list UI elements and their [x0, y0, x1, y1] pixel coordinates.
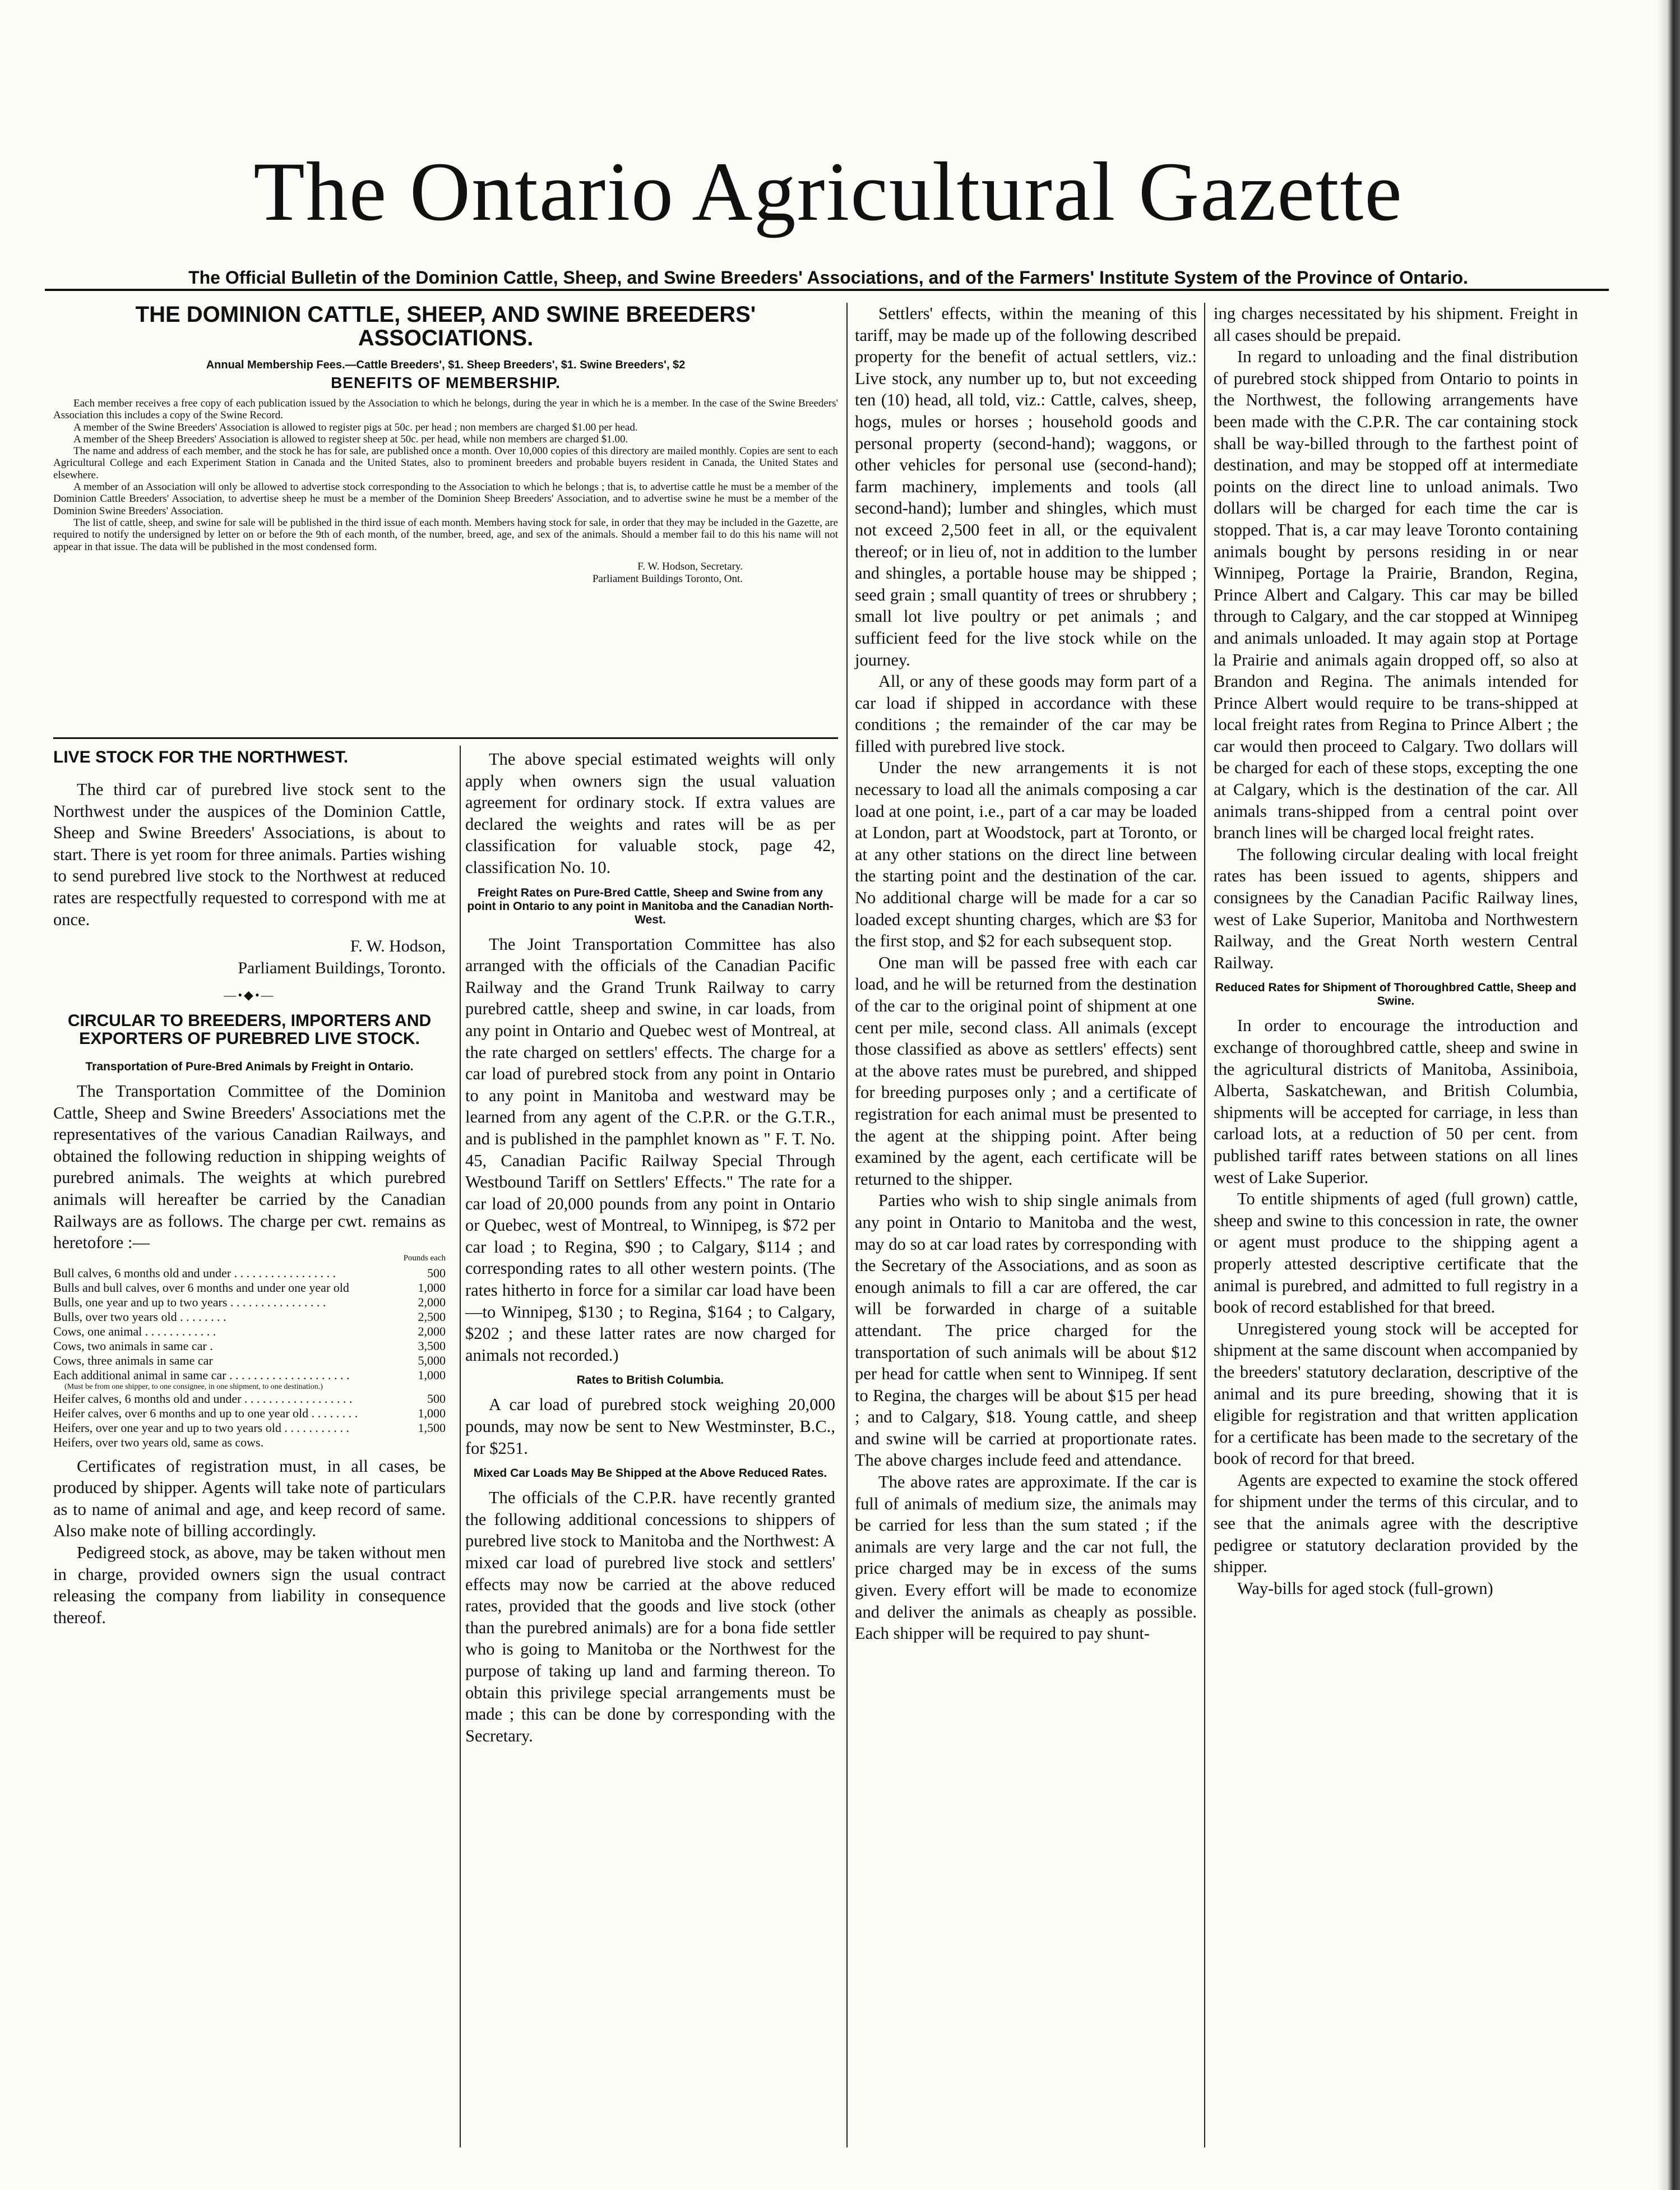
page-subtitle: The Official Bulletin of the Dominion Cattle, Sheep, and Swine Breeders' Associations, and of the Farmers' Institute System of the Province of Ontario.	[188, 267, 1468, 288]
circular-heading: CIRCULAR TO BREEDERS, IMPORTERS AND EXPORTERS OF PUREBRED LIVE STOCK.	[67, 1011, 432, 1048]
article-paragraph: Way-bills for aged stock (full-grown)	[1237, 1578, 1493, 1598]
table-row	[53, 1353, 446, 1368]
animal-class-cell: Bulls, one year and up to two years . . . . . . . . . . . . . . . .	[53, 1295, 326, 1309]
column-2	[465, 749, 835, 1747]
page-scan-edge	[1658, 0, 1680, 2190]
page-title: The Ontario Agricultural Gazette	[253, 145, 1403, 238]
weight-cell: 2,500	[418, 1309, 446, 1324]
column-divider	[1204, 303, 1205, 2147]
table-row	[53, 1435, 446, 1450]
weight-cell: 500	[427, 1265, 446, 1280]
british-columbia-heading: Rates to British Columbia.	[576, 1374, 724, 1387]
table-row	[53, 1406, 446, 1421]
membership-fees: Annual Membership Fees.—Cattle Breeders', $1. Sheep Breeders', $1. Swine Breeders', $2	[206, 359, 686, 371]
article-paragraph: The above rates are approximate. If the car is full of animals of medium size, the animals may be carried for less than the sum stated ; if the animals are very large and the car not full, the price charged may be in excess of the sums given. Every effort will be made to economize and deliver the animals as cheaply as possible. Each shipper will be required to pay shunt-	[855, 1472, 1197, 1643]
article-paragraph: Settlers' effects, within the meaning of this tariff, may be made up of the following described property for the benefit of actual settlers, viz.: Live stock, any number up to, but not exceeding ten (10) head, all told, viz.: Cattle, calves, sheep, hogs, mules or horses ; household goods and personal property (second-hand); waggons, or other vehicles for personal use (second-hand); farm machinery, implements and tools (all second-hand); lumber and shingles, which must not exceed 2,500 feet in all, or the equivalent thereof; or in lieu of, not in addition to the lumber and shingles, a portable house may be shipped ; seed grain ; small quantity of trees or shrubbery ; small lot live poultry or pet animals ; and sufficient feed for the live stock while on the journey.	[855, 304, 1197, 669]
weight-cell	[390, 1383, 446, 1392]
weight-cell: 5,000	[418, 1353, 446, 1367]
article-paragraph: The above special estimated weights will only apply when owners sign the usual valuation agreement for ordinary stock. If extra values are declared the weights and rates will be as per classification for valuable stock, page 42, classification No. 10.	[465, 750, 835, 877]
table-row	[53, 1295, 446, 1310]
animal-class-cell: Heifers, over one year and up to two years old . . . . . . . . . . .	[53, 1420, 349, 1435]
article-paragraph: Under the new arrangements it is not necessary to load all the animals composing a car load at one point, i.e., part of a car may be loaded at London, part at Woodstock, part at Toronto, or at any other stations on the direct line between the starting point and the destination of the car. No additional charge will be made for a car so loaded except shunting charges, which are $3 for the first stop, and $2 for each subsequent stop.	[855, 758, 1197, 951]
animal-class-cell: Heifer calves, over 6 months and up to one year old . . . . . . . .	[53, 1406, 358, 1420]
section-ornament: —•◆•—	[224, 988, 275, 1002]
shipping-weights-table	[53, 1266, 446, 1450]
masthead	[0, 143, 1656, 290]
column-divider	[846, 303, 848, 2147]
table-row	[53, 1368, 446, 1383]
benefit-paragraph: A member of the Sheep Breeders' Association is allowed to register sheep at 50c. per head, while non members are charged $1.00.	[73, 433, 628, 445]
benefit-paragraph: The list of cattle, sheep, and swine for sale will be published in the third issue of each month. Members having stock for sale, in order that they may be included in the Gazette, are required to notify the undersigned by letter on or before the 9th of each month, of the number, breed, age, and sex of the animals. Should a member fail to do this his name will not appear in that issue. The data will be published in the most condensed form.	[53, 516, 838, 553]
table-row	[53, 1339, 446, 1353]
animal-class-cell: Heifer calves, 6 months old and under . . . . . . . . . . . . . . . . . .	[53, 1391, 353, 1406]
signature-address: Parliament Buildings Toronto, Ont.	[592, 572, 743, 585]
membership-box	[53, 303, 838, 585]
weight-column-header: Pounds each	[403, 1253, 446, 1263]
animal-class-cell: Cows, three animals in same car	[53, 1353, 213, 1367]
animal-class-cell: Cows, one animal . . . . . . . . . . . .	[53, 1324, 216, 1338]
box-heading: THE DOMINION CATTLE, SHEEP, AND SWINE BREEDERS' ASSOCIATIONS.	[135, 302, 756, 350]
column-divider	[460, 746, 461, 2147]
article-paragraph: To entitle shipments of aged (full grown) cattle, sheep and swine to this concession in rate, the owner or agent must produce to the shipping agent a properly attested descriptive certificate that the animal is purebred, and admitted to full registry in a book of record established for that breed.	[1214, 1189, 1578, 1317]
live-stock-heading: LIVE STOCK FOR THE NORTHWEST.	[53, 748, 349, 766]
animal-class-cell: Bulls and bull calves, over 6 months and under one year old	[53, 1280, 349, 1295]
benefit-paragraph: A member of the Swine Breeders' Association is allowed to register pigs at 50c. per head ; non members are charged $1.00 per head.	[73, 421, 638, 433]
weight-cell: 1,500	[418, 1420, 446, 1435]
weight-cell: 3,500	[418, 1338, 446, 1353]
article-paragraph: A car load of purebred stock weighing 20,000 pounds, may now be sent to New Westminster, B.C., for $251.	[465, 1395, 835, 1458]
masthead-rule	[45, 289, 1609, 291]
article-paragraph: One man will be passed free with each car load, and he will be returned from the destination of the car to the original point of shipment at one cent per mile, second class. All animals (except those classified as above as settlers' effects) sent at the above rates must be purebred, and shipped for breeding purposes only ; and a certificate of registration for each animal must be presented to the agent at the shipping point. After being examined by the agent, each certificate will be returned to the shipper.	[855, 953, 1197, 1189]
animal-class-cell: (Must be from one shipper, to one consignee, in one shipment, to one destination.)	[64, 1382, 323, 1391]
table-row	[53, 1421, 446, 1435]
table-row	[53, 1383, 446, 1392]
weight-cell: 1,000	[418, 1280, 446, 1295]
article-paragraph: In order to encourage the introduction and exchange of thoroughbred cattle, sheep and swine in the agricultural districts of Manitoba, Assiniboia, Alberta, Saskatchewan, and British Columbia, shipments will be accepted for carriage, in less than carload lots, at a reduction of 50 per cent. from published tariff rates between stations on all lines west of Lake Superior.	[1214, 1016, 1578, 1187]
weight-cell: 2,000	[418, 1295, 446, 1309]
article-paragraph: The Joint Transportation Committee has also arranged with the officials of the Canadian Pacific Railway and the Grand Trunk Railway to carry purebred cattle, sheep and swine, in car loads, from any point in Ontario and Quebec west of Montreal, at the rate charged on settlers' effects. The charge for a car load of purebred stock from any point in Ontario to any point in Manitoba and westward may be learned from any agent of the C.P.R. or the G.T.R., and is published in the pamphlet known as " F. T. No. 45, Canadian Pacific Railway Special Through Westbound Tariff on Settlers' Effects." The rate for a car load of 20,000 pounds from any point in Ontario or Quebec, west of Montreal, to Winnipeg, is $72 per car load ; to Regina, $90 ; to Calgary, $114 ; and corresponding rates to all other western points. (The rates hitherto in force for a similar car load have been—to Winnipeg, $130 ; to Regina, $164 ; to Calgary, $202 ; and these latter rates are now charged for animals not recorded.)	[465, 934, 835, 1365]
article-paragraph: Unregistered young stock will be accepted for shipment at the same discount when accompanied by the breeders' statutory declaration, descriptive of the animal and its pure breeding, showing that it is eligible for registration and that written application for a certificate has been made to the secretary of the book of record for that breed.	[1214, 1319, 1578, 1468]
column-3	[855, 303, 1197, 1644]
benefit-paragraph: The name and address of each member, and the stock he has for sale, are published once a month. Over 10,000 copies of this directory are mailed monthly. Copies are sent to each Agricultural College and each Experiment Station in Canada and the United States, also to prominent breeders and probable buyers resident in Canada, the United States and elsewhere.	[53, 445, 838, 481]
weight-cell: 500	[427, 1391, 446, 1406]
reduced-rates-heading: Reduced Rates for Shipment of Thoroughbred Cattle, Sheep and Swine.	[1215, 981, 1577, 1008]
benefit-paragraph: A member of an Association will only be allowed to advertise stock corresponding to the Association to which he belongs ; that is, to advertise cattle he must be a member of the Dominion Cattle Breeders' Association, to advertise sheep he must be a member of the Dominion Sheep Breeders' Association, and to advertise swine he must be a member of the Dominion Swine Breeders' Association.	[53, 481, 838, 517]
column-1	[53, 749, 446, 1628]
article-paragraph: The officials of the C.P.R. have recently granted the following additional concessions to shippers of purebred live stock to Manitoba and the Northwest: A mixed car load of purebred live stock and settlers' effects may now be carried at the above reduced rates, provided that the goods and live stock (other than the purebred animals) are for a bona fide settler who is going to Manitoba or the Northwest for the purpose of taking up land and farming thereon. To obtain this privilege special arrangements must be made ; this can be done by corresponding with the Secretary.	[465, 1488, 835, 1745]
table-row	[53, 1392, 446, 1406]
signature-name: F. W. Hodson, Secretary.	[637, 560, 743, 572]
animal-class-cell: Cows, two animals in same car .	[53, 1338, 213, 1353]
benefits-text	[53, 398, 838, 553]
article-signature-address: Parliament Buildings, Toronto.	[238, 958, 446, 977]
animal-class-cell: Bull calves, 6 months old and under . . . . . . . . . . . . . . . . .	[53, 1265, 336, 1280]
article-paragraph: In regard to unloading and the final distribution of purebred stock shipped from Ontario to points in the Northwest, the following arrangements have been made with the C.P.R. The car containing stock shall be way-billed through to the farthest point of destination, and may be stopped off at intermediate points on the direct line to unload animals. Two dollars will be charged for each time the car is stopped. That is, a car may leave Toronto containing animals bought by persons residing in or near Winnipeg, Portage la Prairie, Brandon, Regina, Prince Albert and Calgary. This car may be billed through to Calgary, and the car stopped at Winnipeg and animals unloaded. It may again stop at Portage la Prairie and animals again dropped off, so also at Brandon and Regina. The animals intended for Prince Albert would require to be trans-shipped at local freight rates from Regina to Prince Albert ; the car would then proceed to Calgary. Two dollars will be charged for each of these stops, excepting the one at Calgary, which is the destination of the car. All animals trans-shipped from a central point over branch lines will be charged local freight rates.	[1214, 347, 1578, 843]
circular-subheading: Transportation of Pure-Bred Animals by Freight in Ontario.	[85, 1060, 414, 1073]
table-row	[53, 1281, 446, 1295]
mixed-car-heading: Mixed Car Loads May Be Shipped at the Above Reduced Rates.	[473, 1467, 827, 1480]
article-paragraph: Parties who wish to ship single animals from any point in Ontario to Manitoba and the west, may do so at car load rates by corresponding with the Secretary of the Associations, and as soon as enough animals to fill a car are offered, the car will be forwarded in charge of a suitable attendant. The price charged for the transportation of such animals will be about $12 per head for cattle when sent to Winnipeg. If sent to Regina, the charges will be about $15 per head ; and to Calgary, $18. Young cattle, and sheep and swine will be carried at proportionate rates. The above charges include feed and attendance.	[855, 1191, 1197, 1470]
article-paragraph: All, or any of these goods may form part of a car load if shipped in accordance with these conditions ; the remainder of the car may be filled with purebred live stock.	[855, 672, 1197, 756]
freight-rates-heading: Freight Rates on Pure-Bred Cattle, Sheep and Swine from any point in Ontario to any point in Manitoba and the Canadian North-West.	[467, 886, 834, 926]
weight-cell: 1,000	[418, 1367, 446, 1382]
animal-class-cell: Bulls, over two years old . . . . . . . .	[53, 1309, 226, 1324]
box-bottom-rule	[53, 737, 838, 739]
article-paragraph: Certificates of registration must, in all cases, be produced by shipper. Agents will take note of particulars as to name of animal and age, and keep record of same. Also make note of billing accordingly.	[53, 1456, 446, 1541]
table-row	[53, 1310, 446, 1324]
table-row	[53, 1266, 446, 1281]
article-signature-name: F. W. Hodson,	[350, 937, 446, 956]
article-paragraph: The following circular dealing with local freight rates has been issued to agents, shippers and consignees by the Canadian Pacific Railway lines, west of Lake Superior, Manitoba and Northwestern Railway, and the Great North western Central Railway.	[1214, 844, 1578, 972]
weight-cell: 2,000	[418, 1324, 446, 1338]
benefits-heading: BENEFITS OF MEMBERSHIP.	[331, 374, 561, 391]
animal-class-cell: Each additional animal in same car . . . . . . . . . . . . . . . . . . . .	[53, 1367, 350, 1382]
weight-cell: 1,000	[418, 1406, 446, 1420]
table-row	[53, 1324, 446, 1339]
benefit-paragraph: Each member receives a free copy of each publication issued by the Association to which he belongs, during the year in which he is a member. In the case of the Swine Breeders' Association this includes a copy of the Swine Record.	[53, 398, 838, 422]
article-paragraph: The third car of purebred live stock sent to the Northwest under the auspices of the Dominion Cattle, Sheep and Swine Breeders' Associations, is about to start. There is yet room for three animals. Parties wishing to send purebred live stock to the Northwest at reduced rates are respectfully requested to correspond with me at once.	[53, 780, 446, 929]
column-4	[1214, 303, 1578, 1599]
article-paragraph: ing charges necessitated by his shipment. Freight in all cases should be prepaid.	[1214, 304, 1578, 345]
article-paragraph: Pedigreed stock, as above, may be taken without men in charge, provided owners sign the usual contract releasing the company from liability in consequence thereof.	[53, 1543, 446, 1627]
animal-class-cell: Heifers, over two years old, same as cows.	[53, 1435, 264, 1449]
box-signature	[53, 561, 838, 585]
weight-cell	[390, 1435, 446, 1450]
article-paragraph: Agents are expected to examine the stock offered for shipment under the terms of this circular, and to see that the animals agree with the descriptive pedigree or statutory declaration provided by the shipper.	[1214, 1470, 1578, 1577]
article-paragraph: The Transportation Committee of the Dominion Cattle, Sheep and Swine Breeders' Associations met the representatives of the various Canadian Railways, and obtained the following reduction in shipping weights of purebred animals. The weights at which purebred animals will hereafter be carried by the Canadian Railways are as follows. The charge per cwt. remains as heretofore :—	[53, 1081, 446, 1253]
